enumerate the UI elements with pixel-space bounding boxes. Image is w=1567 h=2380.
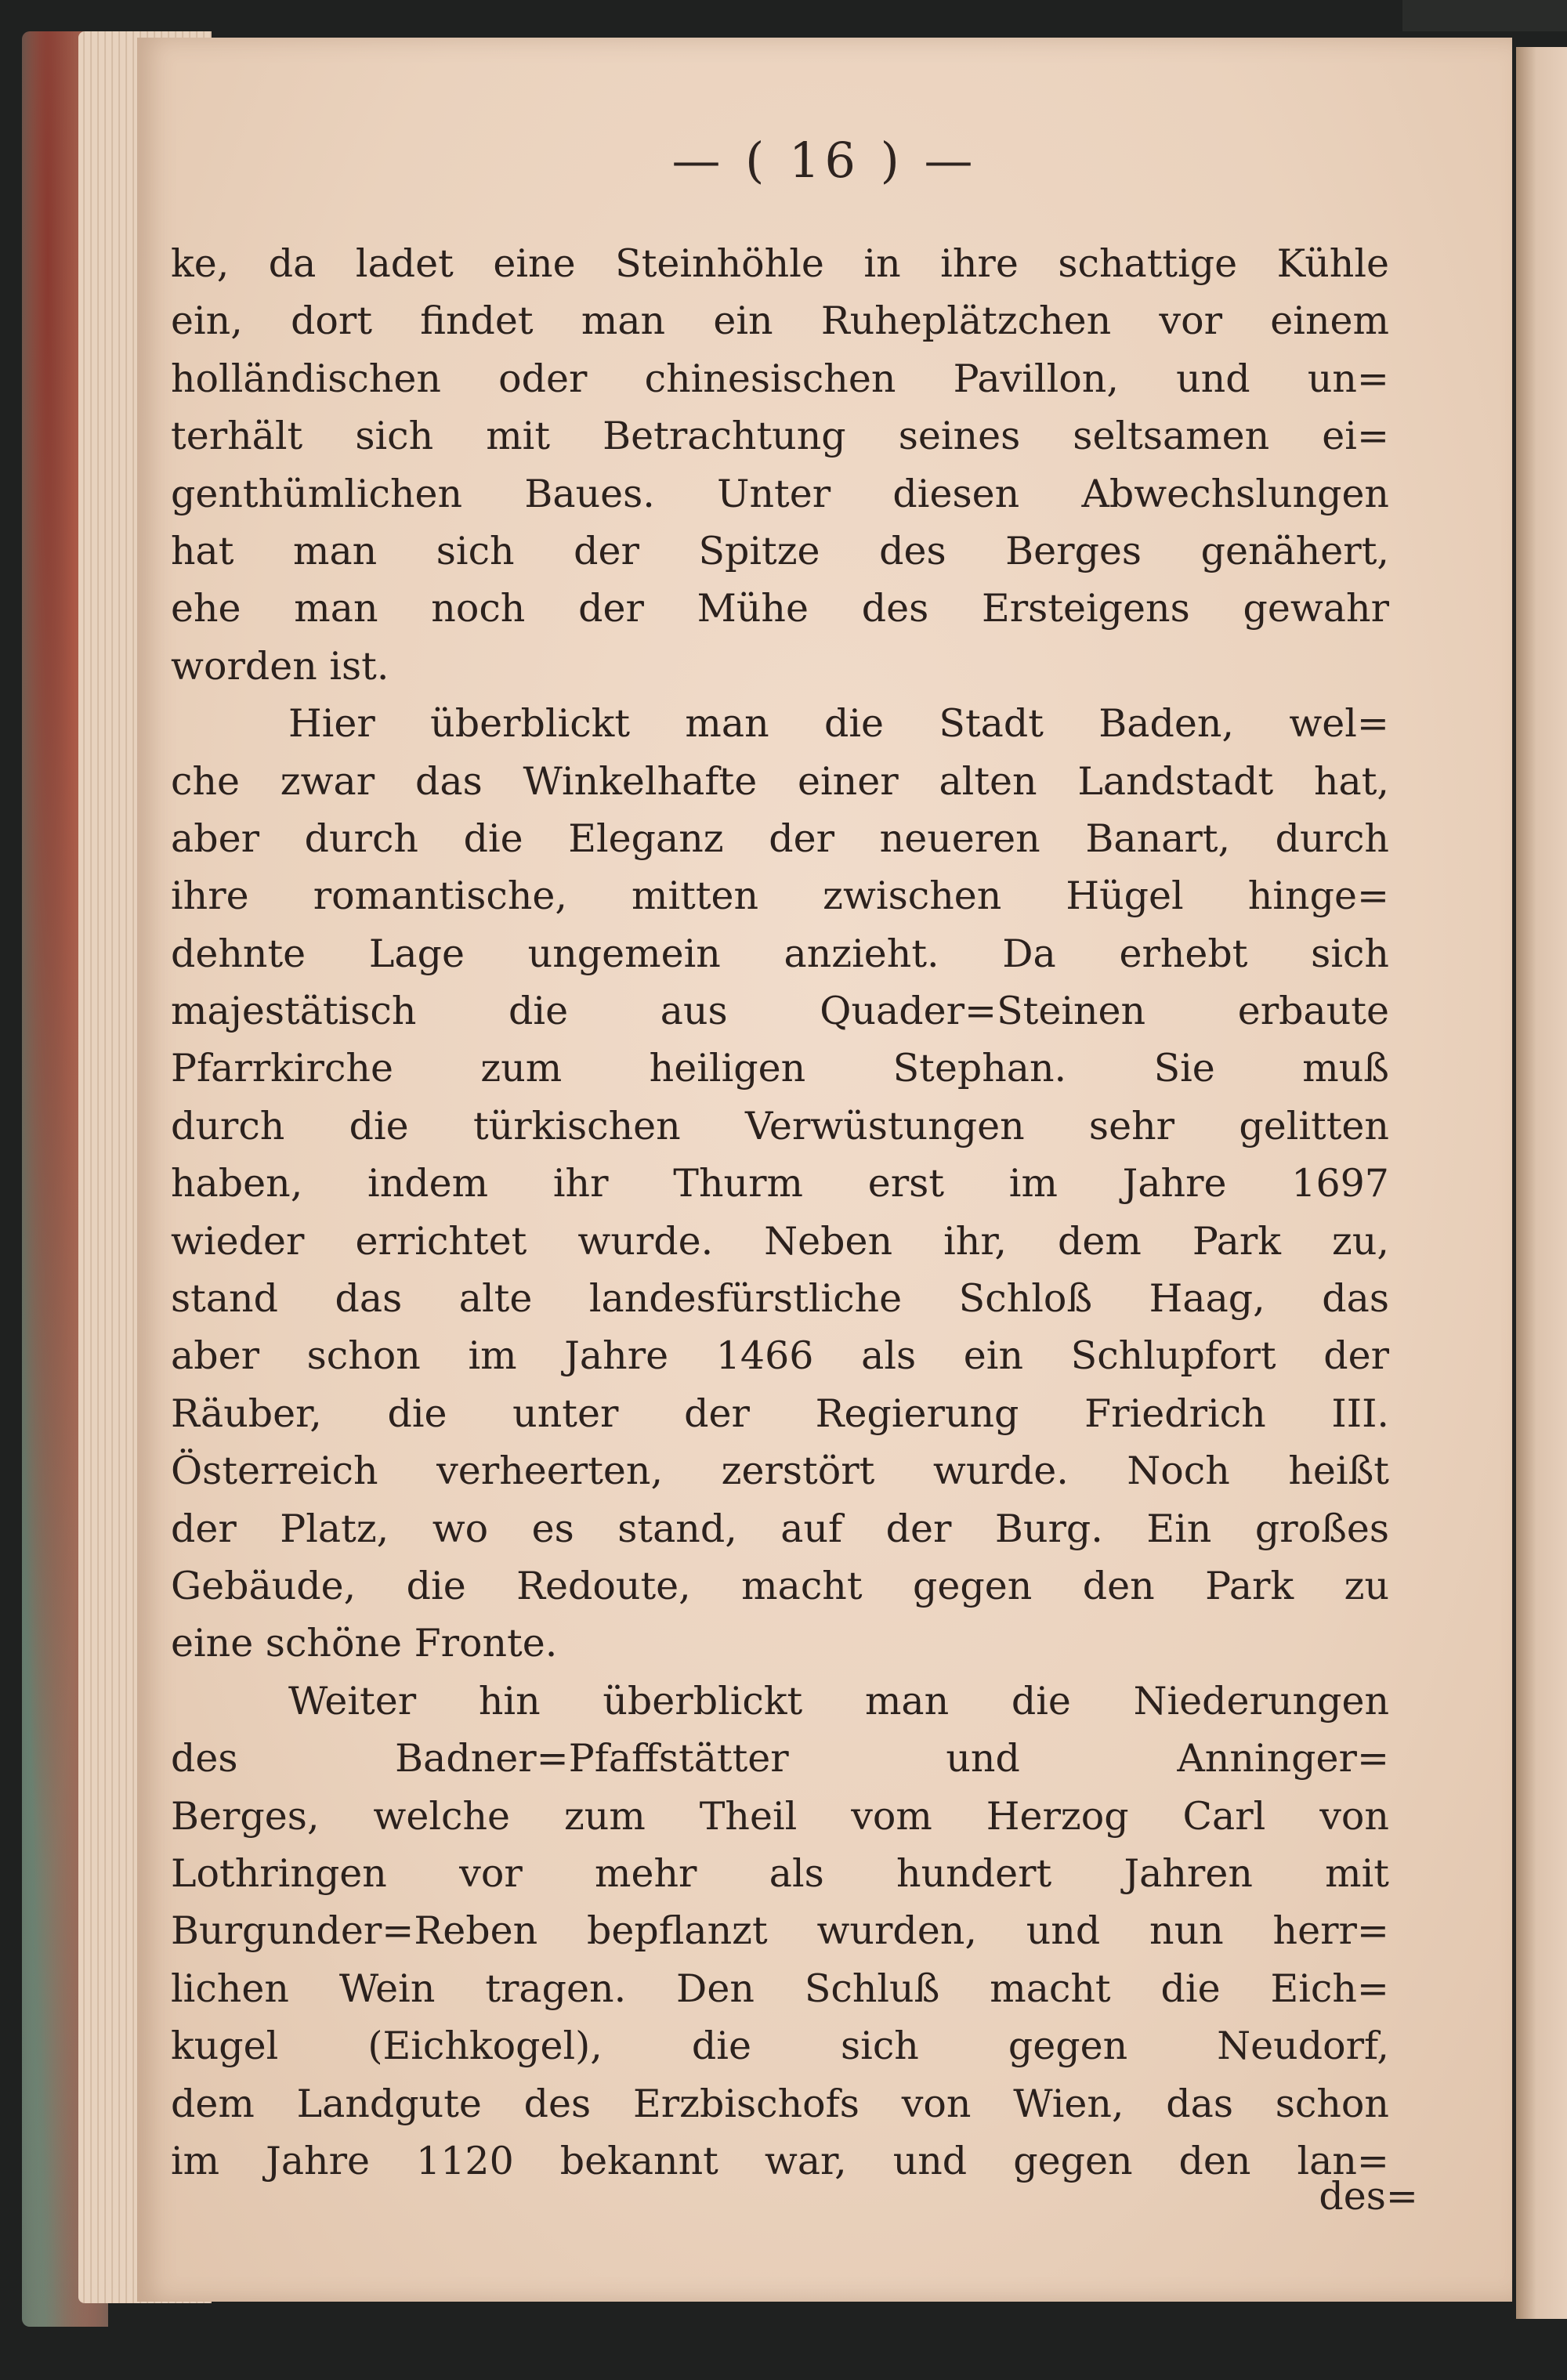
text-line: worden ist. <box>171 643 389 689</box>
text-line: des Badner=Pfaffstätter und Anninger= <box>171 1736 1389 1781</box>
body-text <box>171 235 1389 2190</box>
text-line: eine schöne Fronte. <box>171 1621 558 1666</box>
text-line: haben, indem ihr Thurm erst im Jahre 1697 <box>171 1161 1389 1206</box>
text-line: Pfarrkirche zum heiligen Stephan. Sie muß <box>171 1046 1389 1091</box>
text-line: terhält sich mit Betrachtung seines seltsamen ei= <box>171 414 1389 459</box>
page-number: — ( 16 ) — <box>671 132 978 189</box>
text-line: Gebäude, die Redoute, macht gegen den Park zu <box>171 1563 1389 1608</box>
text-line: hat man sich der Spitze des Berges genähert, <box>171 528 1389 573</box>
text-line: stand das alte landesfürstliche Schloß Haag, das <box>171 1276 1389 1322</box>
text-line: che zwar das Winkelhafte einer alten Landstadt hat, <box>171 758 1389 804</box>
text-line: wieder errichtet wurde. Neben ihr, dem Park zu, <box>171 1218 1389 1264</box>
text-line: Räuber, die unter der Regierung Friedrich III. <box>171 1391 1389 1436</box>
text-line: dem Landgute des Erzbischofs von Wien, das schon <box>171 2081 1389 2126</box>
text-line: der Platz, wo es stand, auf der Burg. Ein großes <box>171 1506 1389 1551</box>
facing-page-edge <box>1516 47 1567 2319</box>
text-line: aber schon im Jahre 1466 als ein Schlupfort der <box>171 1333 1389 1379</box>
text-line: Lothringen vor mehr als hundert Jahren mit <box>171 1850 1389 1896</box>
text-line: lichen Wein tragen. Den Schluß macht die Eich= <box>171 1966 1389 2011</box>
text-line: durch die türkischen Verwüstungen sehr gelitten <box>171 1103 1389 1148</box>
text-line: Burgunder=Reben bepflanzt wurden, und nun herr= <box>171 1908 1389 1954</box>
text-line: aber durch die Eleganz der neueren Banart, durch <box>171 816 1389 861</box>
text-line: ein, dort findet man ein Ruheplätzchen vor einem <box>171 298 1389 344</box>
text-line: kugel (Eichkogel), die sich gegen Neudorf, <box>171 2024 1389 2069</box>
text-line: genthümlichen Baues. Unter diesen Abwechslungen <box>171 471 1389 516</box>
background-strip <box>1402 0 1567 31</box>
text-line: Berges, welche zum Theil vom Herzog Carl von <box>171 1793 1389 1839</box>
catchword: des= <box>1319 2174 1418 2219</box>
text-line: Österreich verheerten, zerstört wurde. Noch heißt <box>171 1449 1389 1494</box>
text-line: ke, da ladet eine Steinhöhle in ihre schattige Kühle <box>171 241 1389 286</box>
text-line: majestätisch die aus Quader=Steinen erbaute <box>171 989 1389 1034</box>
text-line: Weiter hin überblickt man die Niederungen <box>288 1678 1389 1724</box>
text-line: ihre romantische, mitten zwischen Hügel hinge= <box>171 874 1389 919</box>
text-line: im Jahre 1120 bekannt war, und gegen den lan= <box>171 2138 1389 2183</box>
text-line: Hier überblickt man die Stadt Baden, wel= <box>288 701 1389 747</box>
text-line: ehe man noch der Mühe des Ersteigens gewahr <box>171 586 1389 631</box>
text-line: holländischen oder chinesischen Pavillon, und un= <box>171 356 1389 401</box>
text-line: dehnte Lage ungemein anzieht. Da erhebt sich <box>171 931 1389 976</box>
